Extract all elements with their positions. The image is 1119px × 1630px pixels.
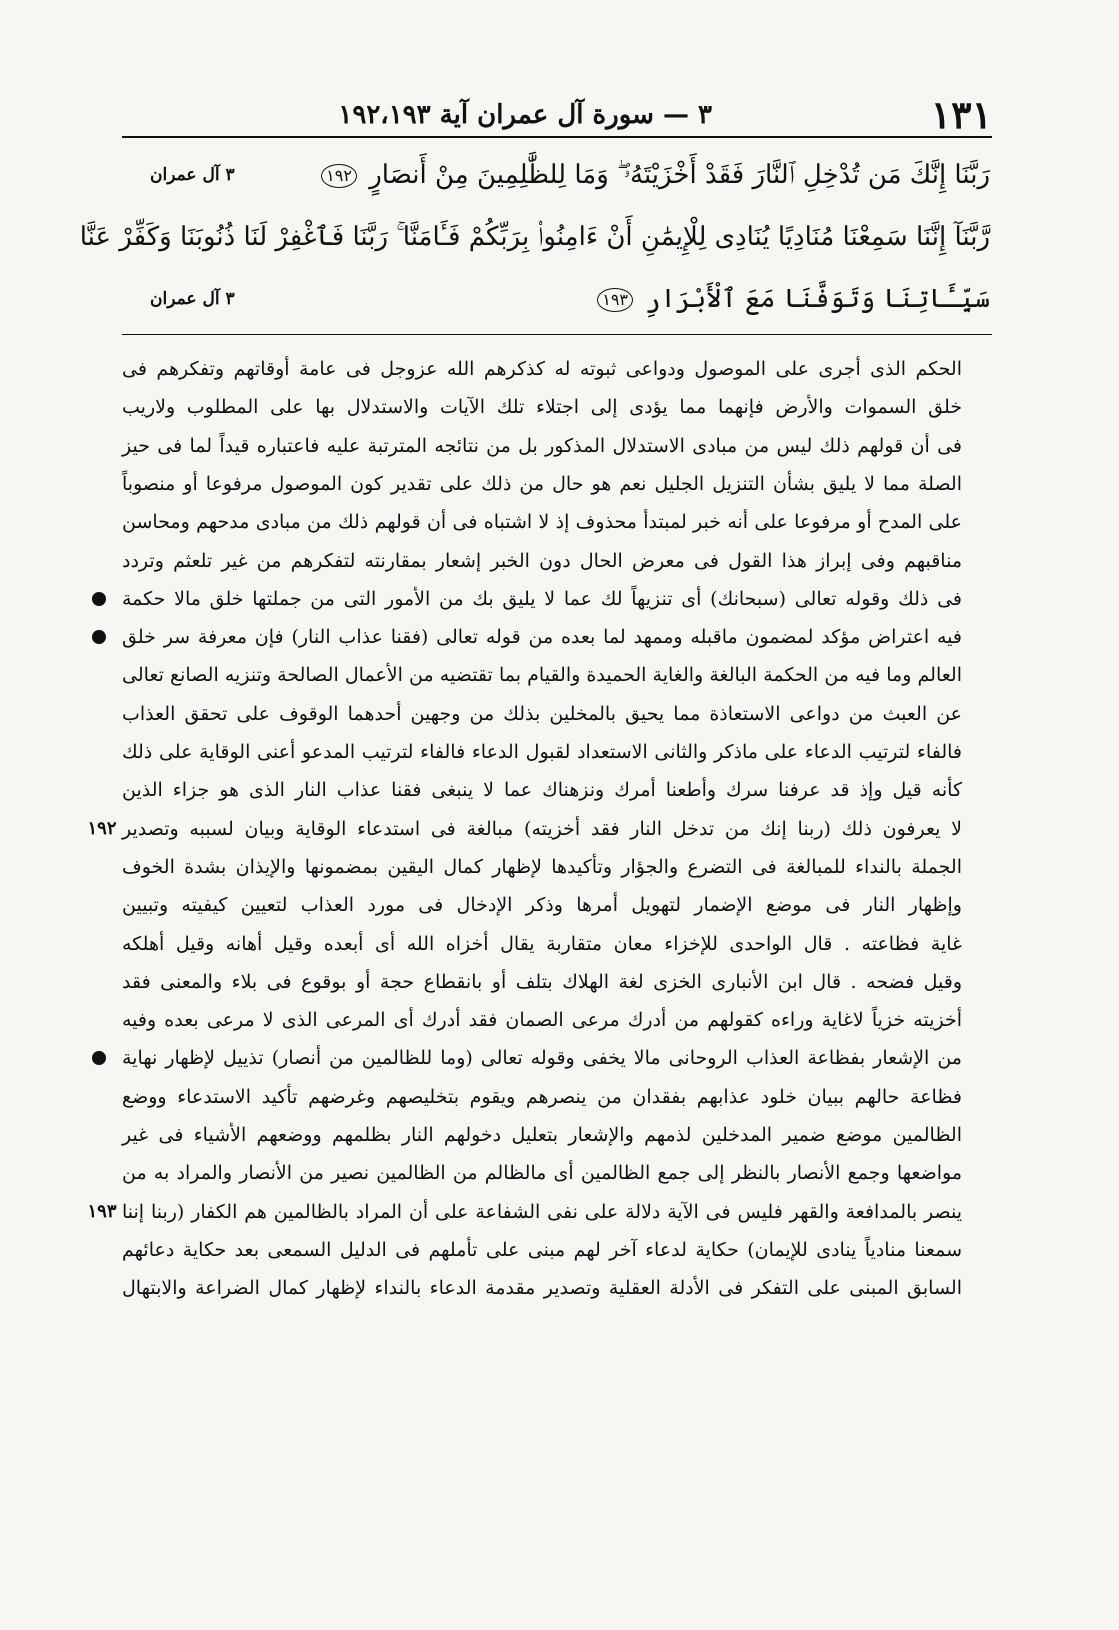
commentary-line: الحكم الذى أجرى على الموصول ودواعى ثبوته له كذكرهم الله عزوجل فى عامة أوقاتهم وتفكرهم فى	[122, 358, 962, 380]
section-divider	[122, 334, 992, 335]
margin-bullet-icon	[92, 592, 106, 606]
commentary-line: مواضعها وجمع الأنصار بالنظر إلى جمع الظالمين أى مالظالم من الظالمين نصير من الأنصار والمراد به من	[122, 1162, 962, 1185]
verse-line	[79, 212, 990, 262]
header-rule	[122, 136, 992, 138]
commentary-line: على المدح أو مرفوعا على أنه خبر لمبتدأ محذوف إذ لا اشتباه فى أن قولهم ذلك من مبادى مدحهم ومحاسن	[122, 511, 962, 534]
commentary-line: الصلة مما لا يليق بشأن التنزيل الجليل نعم هو حال من ذلك على تقدير كون الموصول مرفوعا أو منصوباً	[122, 472, 962, 495]
margin-bullet-icon	[92, 630, 106, 644]
ayah-number-marker: ١٩٣	[597, 288, 633, 312]
commentary-line: وقيل فضحه . قال ابن الأنبارى الخزى لغة الهلاك بتلف أو بانقطاع حجة أو بوقوع فى بلاء والمعنى فقد	[122, 970, 962, 993]
commentary-line: مناقبهم وفى إبراز هذا القول فى معرض الحال دون الخبر إشعار بمقارنته لتفكرهم من غير تلعثم وتردد	[122, 549, 962, 572]
verse-line	[150, 150, 990, 200]
commentary-line: السابق المبنى على التفكر فى الأدلة العقلية وتصدير مقدمة الدعاء بالنداء لإظهار كمال الضراعة والابتهال	[122, 1277, 962, 1300]
page-header	[122, 92, 992, 138]
margin-bullet-icon	[92, 1051, 106, 1065]
commentary-line: الظالمين موضع ضمير المدخلين لذمهم والإشعار بتعليل دخولهم النار بظلمهم ووضعهم الأشياء فى غير	[122, 1124, 962, 1146]
verse-text: رَّبَّنَآ إِنَّنَا سَمِعْنَا مُنَادِيًا يُنَادِى لِلْإِيمَٰنِ أَنْ ءَامِنُوا۟ بِرَبِّكُمْ فَـَٔامَنَّا ۚ رَبَّنَا فَٱغْفِرْ لَنَا ذُنُوبَنَا وَكَفِّرْ عَنَّا	[79, 222, 990, 252]
commentary-line: فظاعة حالهم ببيان خلود عذابهم بفقدان من ينصرهم ويقوم بتخليصهم وغرضهم تأكيد الاستدعاء ووضع	[122, 1085, 962, 1108]
commentary-line: عن العبث من دواعى الاستعاذة مما يحيق بالمخلين بذلك من وجهين أحدهما الوقوف على تحقق العذاب	[122, 702, 962, 725]
commentary-line: العالم وما فيه من الحكمة البالغة والغاية الحميدة والقيام بما تقتضيه من الأعمال الصالحة وتنزيه الصانع تعالى	[122, 664, 962, 687]
commentary-line: غاية فظاعته . قال الواحدى للإخزاء معان متقاربة يقال أخزاه الله أى أبعده وقيل أهانه وقيل أهلكه	[122, 932, 962, 955]
commentary-line: من الإشعار بفظاعة العذاب الروحانى مالا يخفى وقوله تعالى (وما للظالمين من أنصار) تذييل لإظهار نهاية	[122, 1047, 962, 1070]
surah-reference: ٣ آل عمران	[150, 165, 235, 185]
commentary-line: ينصر بالمدافعة والقهر فليس فى الآية دلالة على نفى الشفاعة على أن المراد بالظالمين هم الكفار (ربنا إننا	[122, 1200, 962, 1223]
ayah-number-marker: ١٩٢	[321, 164, 357, 188]
verse-text: سَيِّـَٔاتِنَا وَتَوَفَّنَا مَعَ ٱلْأَبْرَارِ	[645, 284, 990, 314]
commentary-line: لا يعرفون ذلك (ربنا إنك من تدخل النار فقد أخزيته) مبالغة فى استدعاء الوقاية وبيان لسببه وتصدير	[122, 817, 962, 840]
commentary-line: خلق السموات والأرض فإنهما مما يؤدى إلى اجتلاء تلك الآيات والاستدلال بها على المطلوب ولاريب	[122, 396, 962, 419]
commentary-line: فى ذلك وقوله تعالى (سبحانك) أى تنزيهاً لك عما لا يليق بك من الأمور التى من جملتها خلق مالا حكمة	[122, 587, 962, 610]
commentary-line: فالفاء لترتيب الدعاء على ماذكر والثانى الاستعداد لقبول الدعاء فالفاء لترتيب المدعو أعنى الوقاية على ذلك	[122, 741, 962, 763]
verse-line	[150, 274, 990, 324]
commentary-line: فيه اعتراض مؤكد لمضمون ماقبله وممهد لما بعده من قوله تعالى (فقنا عذاب النار) فإن معرفة سر خلق	[122, 626, 962, 649]
page-number: ١٣١	[930, 92, 992, 137]
verse-number-margin: ١٩٣	[87, 1200, 117, 1222]
verse-text: رَبَّنَا إِنَّكَ مَن تُدْخِلِ ٱلنَّارَ فَقَدْ أَخْزَيْتَهُۥ ۖ وَمَا لِلظَّٰلِمِينَ مِنْ أَنصَارٍ	[369, 160, 990, 190]
commentary-line: سمعنا منادياً ينادى للإيمان) حكاية لدعاء آخر لهم مبنى على تأملهم فى الدليل السمعى بعد حكاية دعائهم	[122, 1238, 962, 1261]
commentary-line: وإظهار النار فى موضع الإضمار لتهويل أمرها وذكر الإدخال فى مورد العذاب لتعيين كيفيته وتبيين	[122, 894, 962, 917]
verse-number-margin: ١٩٢	[87, 817, 117, 839]
commentary-line: كأنه قيل وإذ قد عرفنا سرك وأطعنا أمرك ونزهناك عما لا ينبغى فقنا عذاب النار الذى هو جزاء الذين	[122, 779, 962, 802]
commentary-line: أخزيته خزياً لاغاية وراءه كقولهم من أدرك مرعى الصمان فقد أدرك أى المرعى الذى لا مرعى بعده وفيه	[122, 1009, 962, 1032]
commentary-line: فى أن قولهم ذلك ليس من مبادى الاستدلال المذكور بل من نتائجه المترتبة عليه فاعتباره قيداً لما فى حيز	[122, 434, 962, 457]
running-title: ٣ — سورة آل عمران آية ١٩٢،١٩٣	[338, 100, 712, 130]
surah-reference: ٣ آل عمران	[150, 289, 235, 309]
commentary-line: الجملة بالنداء للمبالغة فى التضرع والجؤار وتأكيدها لإظهار كمال اليقين بمضمونها والإيذان بشدة الخوف	[122, 855, 962, 878]
